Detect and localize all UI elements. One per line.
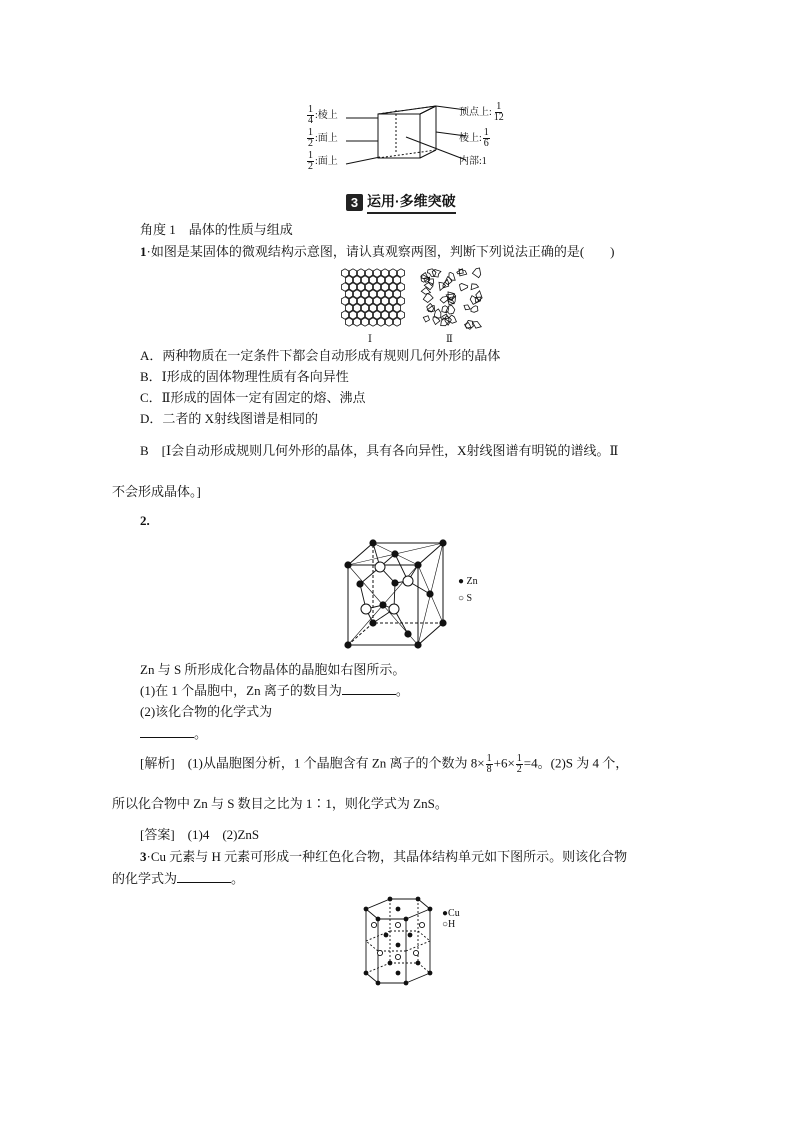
hexagon-ring bbox=[349, 283, 356, 291]
q2-part2-blank: 。 bbox=[140, 725, 207, 743]
q2-number: 2. bbox=[140, 513, 150, 528]
section-title: 运用·多维突破 bbox=[367, 191, 456, 214]
hexagon-ring bbox=[341, 283, 348, 291]
cu-atom bbox=[388, 961, 393, 966]
hexagon-ring bbox=[345, 276, 352, 284]
prism-drawing bbox=[346, 102, 466, 172]
zn-atom bbox=[369, 619, 376, 626]
s-atom bbox=[403, 576, 413, 586]
irregular-ring bbox=[464, 305, 470, 310]
irregular-ring bbox=[424, 282, 433, 289]
q1-stem: 1·如图是某固体的微观结构示意图，请认真观察两图，判断下列说法正确的是( ) bbox=[140, 244, 615, 259]
right-label-2: 棱上: $\frac{1}{6}$ bbox=[459, 127, 489, 149]
hexagon-ring bbox=[397, 297, 404, 305]
s-atom bbox=[389, 604, 399, 614]
hexagon-ring bbox=[389, 297, 396, 305]
figure-label-1: Ⅰ bbox=[368, 334, 372, 345]
h-atom bbox=[371, 922, 376, 927]
hexagon-ring bbox=[357, 283, 364, 291]
hexagon-ring bbox=[365, 269, 372, 277]
hexagon-ring bbox=[361, 290, 368, 298]
cu-atom bbox=[376, 981, 381, 986]
cu-atom bbox=[404, 981, 409, 986]
h-atom bbox=[395, 922, 400, 927]
hexagon-ring bbox=[393, 318, 400, 326]
hexagon-ring bbox=[353, 276, 360, 284]
left-label-3: $\frac{1}{2}$ :面上 bbox=[308, 150, 338, 172]
q2-legend-zn: ● Zn bbox=[458, 576, 478, 587]
zn-atom bbox=[369, 539, 376, 546]
irregular-ring bbox=[449, 315, 457, 323]
hexagon-ring bbox=[353, 290, 360, 298]
q1-answer-line2: 不会形成晶体。] bbox=[112, 484, 201, 499]
leader-line bbox=[346, 157, 380, 164]
hexagon-ring bbox=[369, 318, 376, 326]
hexagon-ring bbox=[361, 318, 368, 326]
irregular-ring bbox=[471, 306, 478, 313]
q2-analysis-line1: [解析] (1)从晶胞图分析，1 个晶胞含有 Zn 离子的个数为 8× $\frac{1}{8}$ +6× $\frac{1}{2}$ =4。(2)S 为 4 个， bbox=[140, 753, 629, 775]
figure-label-2: Ⅱ bbox=[446, 334, 453, 345]
hexagon-ring bbox=[381, 283, 388, 291]
zn-atom bbox=[391, 550, 398, 557]
hexagon-ring bbox=[393, 304, 400, 312]
amorphous-structure-figure-2 bbox=[418, 268, 484, 330]
irregular-ring bbox=[476, 291, 482, 301]
q3-stem-line2: 的化学式为 。 bbox=[112, 871, 245, 886]
prism-edge bbox=[366, 899, 390, 909]
section-banner bbox=[346, 191, 456, 214]
answer-blank[interactable] bbox=[342, 682, 396, 695]
left-label-2: $\frac{1}{2}$ :面上 bbox=[308, 127, 338, 149]
q3-legend-h: ○H bbox=[442, 919, 456, 930]
q2-answer: [答案] (1)4 (2)ZnS bbox=[140, 827, 260, 842]
irregular-ring bbox=[460, 284, 468, 291]
angle-heading: 角度 1 晶体的性质与组成 bbox=[140, 222, 293, 237]
prism-edge bbox=[406, 973, 430, 983]
zns-unit-cell-figure bbox=[338, 535, 456, 651]
cell-edge bbox=[348, 623, 373, 645]
zn-atom bbox=[414, 641, 421, 648]
hexagon-ring bbox=[345, 304, 352, 312]
q2-analysis-line2: 所以化合物中 Zn 与 S 数目之比为 1∶1，则化学式为 ZnS。 bbox=[112, 796, 448, 811]
hexagon-ring bbox=[385, 290, 392, 298]
mid-plane-edge bbox=[418, 931, 430, 941]
hexagon-ring bbox=[389, 283, 396, 291]
prism-edge bbox=[406, 909, 430, 919]
q1-answer-line1: B [Ⅰ会自动形成规则几何外形的晶体，具有各向异性，X射线图谱有明锐的谱线。Ⅱ bbox=[140, 443, 619, 458]
zn-atom bbox=[439, 539, 446, 546]
prism-figure bbox=[306, 100, 526, 180]
hexagon-ring bbox=[357, 311, 364, 319]
hexagon-ring bbox=[377, 304, 384, 312]
hexagon-ring bbox=[341, 311, 348, 319]
hexagon-ring bbox=[361, 304, 368, 312]
hexagon-ring bbox=[397, 311, 404, 319]
zn-atom bbox=[379, 601, 386, 608]
hexagon-ring bbox=[397, 269, 404, 277]
irregular-ring bbox=[423, 294, 433, 303]
hexagon-ring bbox=[393, 290, 400, 298]
hexagon-ring bbox=[349, 311, 356, 319]
cell-edge bbox=[418, 623, 443, 645]
hexagon-ring bbox=[365, 283, 372, 291]
cu-atom bbox=[416, 961, 421, 966]
irregular-ring bbox=[440, 296, 448, 303]
cu-atom bbox=[404, 917, 409, 922]
hexagon-ring bbox=[381, 297, 388, 305]
h-atom bbox=[395, 954, 400, 959]
hexagon-ring bbox=[365, 297, 372, 305]
cell-edge bbox=[418, 543, 443, 565]
hexagon-ring bbox=[369, 290, 376, 298]
hexagon-ring bbox=[373, 269, 380, 277]
hexagon-ring bbox=[357, 269, 364, 277]
hexagon-ring bbox=[369, 276, 376, 284]
answer-blank[interactable] bbox=[177, 870, 231, 883]
hexagon-ring bbox=[397, 283, 404, 291]
q2-intro: Zn 与 S 所形成化合物晶体的晶胞如右图所示。 bbox=[140, 662, 406, 677]
cu-atom bbox=[384, 933, 389, 938]
left-label-1: $\frac{1}{4}$ :棱上 bbox=[308, 104, 338, 126]
hexagon-ring bbox=[381, 269, 388, 277]
hexagon-ring bbox=[377, 318, 384, 326]
hexagon-ring bbox=[353, 304, 360, 312]
hexagon-ring bbox=[341, 297, 348, 305]
hexagon-ring bbox=[385, 304, 392, 312]
zn-atom bbox=[344, 641, 351, 648]
hexagon-ring bbox=[389, 311, 396, 319]
hexagon-ring bbox=[349, 297, 356, 305]
irregular-ring bbox=[435, 309, 441, 318]
hexagon-ring bbox=[373, 283, 380, 291]
mid-plane-edge bbox=[406, 941, 430, 951]
s-atom bbox=[375, 562, 385, 572]
crystal-structure-figure-1 bbox=[340, 268, 406, 330]
hexagon-ring bbox=[393, 276, 400, 284]
irregular-ring bbox=[465, 323, 472, 329]
irregular-ring bbox=[473, 322, 482, 329]
hexagon-ring bbox=[381, 311, 388, 319]
hexagon-ring bbox=[385, 276, 392, 284]
q3-stem-line1: 3·Cu 元素与 H 元素可形成一种红色化合物，其晶体结构单元如下图所示。则该化合物 bbox=[140, 849, 628, 864]
q3-legend-cu: ●Cu bbox=[442, 908, 460, 919]
hexagon-ring bbox=[365, 311, 372, 319]
cu-atom bbox=[428, 907, 433, 912]
zn-atom bbox=[426, 590, 433, 597]
right-label-3: 内部:1 bbox=[459, 156, 487, 167]
irregular-ring bbox=[449, 272, 455, 280]
q2-part2: (2)该化合物的化学式为 bbox=[140, 704, 273, 719]
mid-plane-edge bbox=[366, 941, 378, 951]
irregular-ring bbox=[432, 270, 441, 278]
h-atom bbox=[413, 950, 418, 955]
cu-atom bbox=[388, 897, 393, 902]
hexagon-ring bbox=[373, 297, 380, 305]
cu-atom bbox=[396, 907, 401, 912]
hexagon-ring bbox=[373, 311, 380, 319]
cell-edge bbox=[348, 543, 373, 565]
hexagon-ring bbox=[357, 297, 364, 305]
hexagon-ring bbox=[377, 276, 384, 284]
cu-atom bbox=[408, 933, 413, 938]
hexagon-ring bbox=[389, 269, 396, 277]
q1-option-d: D．二者的 X射线图谱是相同的 bbox=[140, 411, 319, 426]
cu-atom bbox=[416, 897, 421, 902]
zn-atom bbox=[356, 580, 363, 587]
hexagon-ring bbox=[345, 290, 352, 298]
h-atom bbox=[377, 950, 382, 955]
cu-atom bbox=[428, 971, 433, 976]
cuh-hexagonal-cell-figure bbox=[356, 895, 438, 991]
irregular-ring bbox=[423, 316, 429, 322]
zn-atom bbox=[439, 619, 446, 626]
hexagon-ring bbox=[345, 318, 352, 326]
s-atom bbox=[361, 604, 371, 614]
cu-atom bbox=[376, 917, 381, 922]
cu-atom bbox=[396, 943, 401, 948]
right-label-1: 顶点上: $\frac{1}{12}$ bbox=[459, 101, 504, 123]
q1-option-c: C．Ⅱ形成的固体一定有固定的熔、沸点 bbox=[140, 390, 366, 405]
zn-atom bbox=[391, 579, 398, 586]
hexagon-ring bbox=[353, 318, 360, 326]
q2-part1: (1)在 1 个晶胞中，Zn 离子的数目为 。 bbox=[140, 683, 409, 698]
hexagon-ring bbox=[349, 269, 356, 277]
cu-atom bbox=[364, 971, 369, 976]
irregular-ring bbox=[472, 268, 480, 278]
section-number: 3 bbox=[346, 194, 363, 211]
answer-blank[interactable] bbox=[140, 725, 194, 738]
irregular-ring bbox=[471, 284, 478, 290]
q1-option-a: A．两种物质在一定条件下都会自动形成有规则几何外形的晶体 bbox=[140, 348, 501, 363]
hexagon-ring bbox=[377, 290, 384, 298]
zn-atom bbox=[404, 630, 411, 637]
q1-option-b: B．Ⅰ形成的固体物理性质有各向异性 bbox=[140, 369, 349, 384]
q2-legend-s: ○ S bbox=[458, 593, 473, 604]
cu-atom bbox=[396, 971, 401, 976]
hexagon-ring bbox=[369, 304, 376, 312]
hexagon-ring bbox=[361, 276, 368, 284]
zn-atom bbox=[344, 561, 351, 568]
hexagon-ring bbox=[385, 318, 392, 326]
irregular-ring bbox=[439, 282, 446, 290]
cu-atom bbox=[364, 907, 369, 912]
h-atom bbox=[419, 922, 424, 927]
zn-atom bbox=[414, 561, 421, 568]
hexagon-ring bbox=[341, 269, 348, 277]
